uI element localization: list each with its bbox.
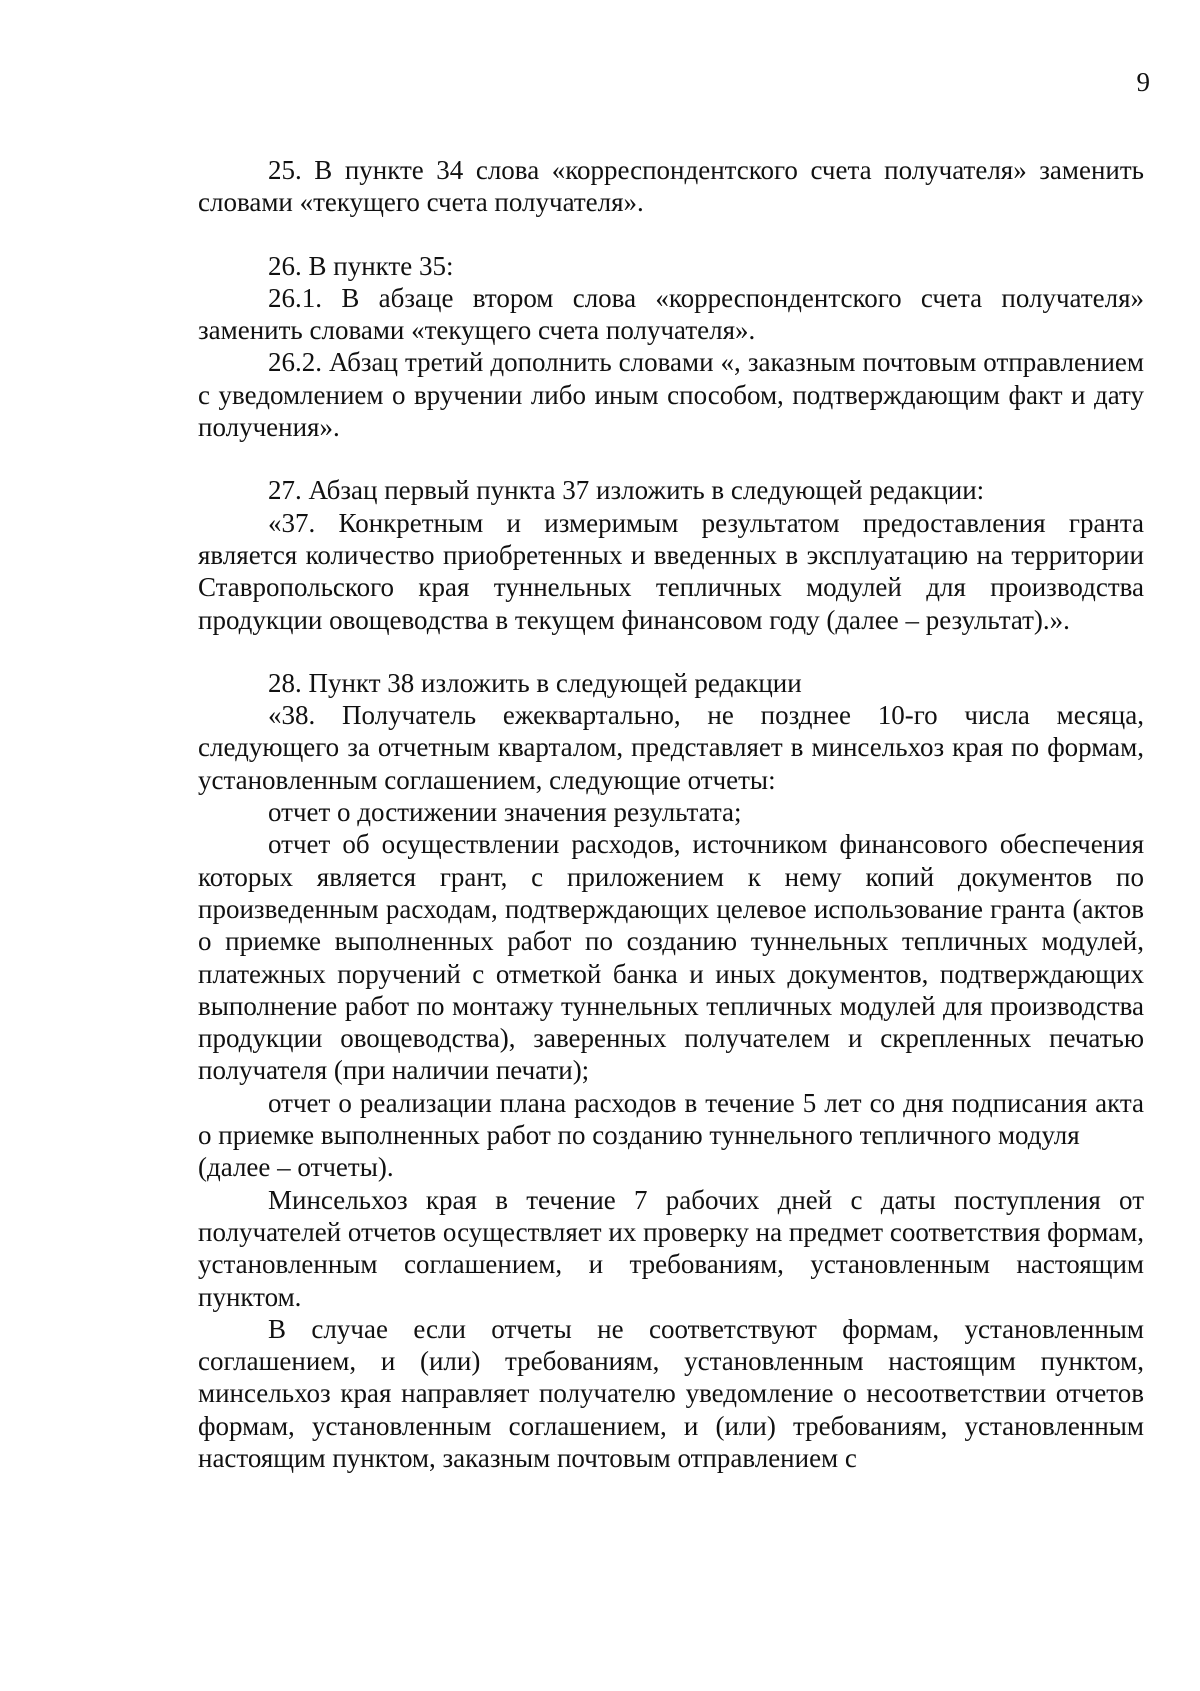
paragraph-verification: Минсельхоз края в течение 7 рабочих дней с даты поступления от получателей отчетов осуществляет их проверку на предмет соответствия формам, установленным соглашением, и требованиям, установленным настоящим пунктом.: [198, 1184, 1144, 1312]
paragraph-38-quote: «38. Получатель ежеквартально, не позднее 10-го числа месяца, следующего за отчетным кварталом, представляет в минсельхоз края по формам, установленным соглашением, следующие отчеты:: [198, 700, 1144, 795]
paragraph-26-2: 26.2. Абзац третий дополнить словами «, заказным почтовым отправлением с уведомлением о вручении либо иным способом, подтверждающим факт и дату получения».: [198, 347, 1144, 443]
paragraph-26-1: 26.1. В абзаце втором слова «корреспондентского счета получателя» заменить словами «текущего счета получателя».: [198, 282, 1144, 346]
paragraph-nonconformity: В случае если отчеты не соответствуют формам, установленным соглашением, и (или) требованиям, установленным настоящим пунктом, минсельхоз края направляет получателю уведомление о несоответствии отчетов формам, установленным соглашением, и (или) требованиям, установленным настоящим пунктом, заказным почтовым отправлением с: [198, 1313, 1144, 1473]
document-body: [198, 154, 1144, 1474]
page-number: 9: [1136, 67, 1150, 97]
paragraph-reports-def: (далее – отчеты).: [198, 1152, 394, 1183]
paragraph-25: 25. В пункте 34 слова «корреспондентского счета получателя» заменить словами «текущего счета получателя».: [198, 155, 1144, 218]
paragraph-report-expenses: отчет об осуществлении расходов, источником финансового обеспечения которых является грант, с приложением к нему копий документов по произведенным расходам, подтверждающих целевое использование гранта (актов о приемке выполненных работ по созданию туннельных тепличных модулей, платежных поручений с отметкой банка и иных документов, подтверждающих выполнение работ по монтажу туннельных тепличных модулей для производства продукции овощеводства), заверенных получателем и скрепленных печатью получателя (при наличии печати);: [198, 829, 1144, 1086]
paragraph-report-result: отчет о достижении значения результата;: [268, 797, 742, 828]
paragraph-37-quote: «37. Конкретным и измеримым результатом предоставления гранта является количество приобретенных и введенных в эксплуатацию на территории Ставропольского края туннельных тепличных модулей для производства продукции овощеводства в текущем финансовом году (далее – результат).».: [198, 507, 1144, 635]
paragraph-26: 26. В пункте 35:: [268, 250, 454, 281]
paragraph-report-plan: отчет о реализации плана расходов в течение 5 лет со дня подписания акта о приемке выполненных работ по созданию туннельного тепличного модуля: [198, 1087, 1144, 1151]
paragraph-27: 27. Абзац первый пункта 37 изложить в следующей редакции:: [268, 475, 985, 506]
paragraph-28: 28. Пункт 38 изложить в следующей редакции: [268, 667, 802, 698]
